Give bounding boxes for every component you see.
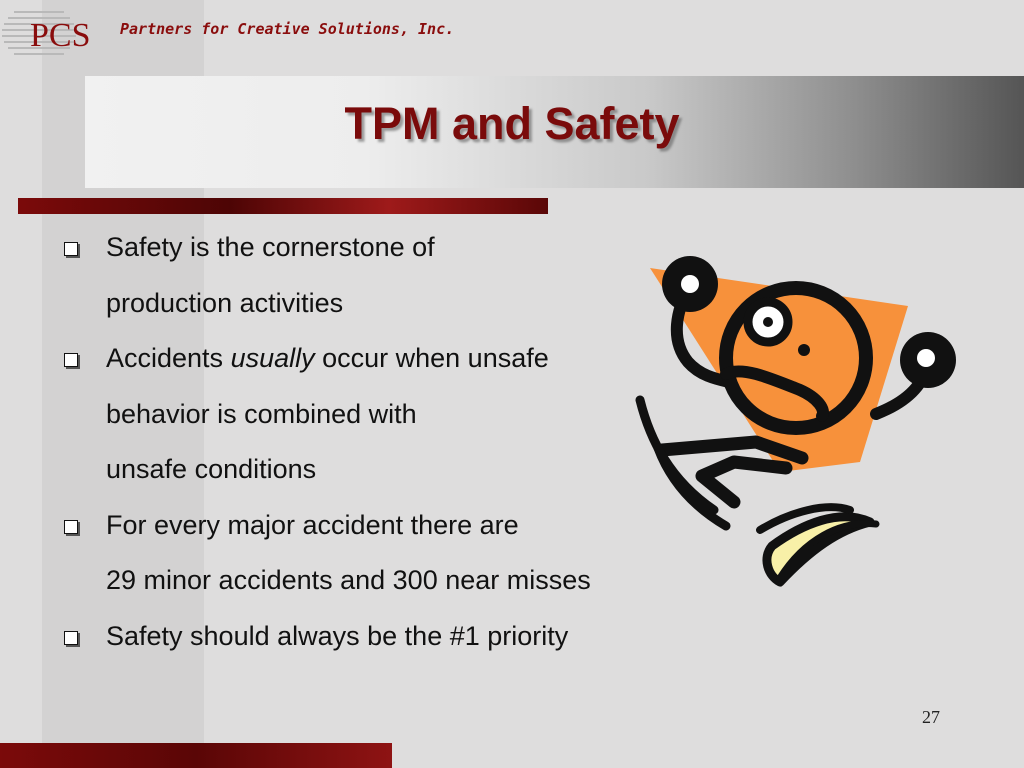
slipping-figure-clipart <box>630 240 960 600</box>
page-number: 27 <box>922 707 940 727</box>
footer-bar <box>0 743 392 768</box>
bullet-line: production activities <box>106 287 344 318</box>
bullet-line: For every major accident there are <box>106 509 519 540</box>
bullet-line: unsafe conditions <box>106 454 317 484</box>
bullet-line: 29 minor accidents and 300 near misses <box>106 565 591 595</box>
bullet-text: Accidents <box>106 343 231 373</box>
checkbox-square-icon <box>64 242 78 256</box>
bullet-text: occur when unsafe <box>314 343 549 373</box>
bullet-line: Safety should always be the #1 priority <box>106 620 569 651</box>
logo-text: PCS <box>30 17 91 54</box>
emphasis-text: usually <box>230 343 315 373</box>
pcs-logo <box>0 0 110 62</box>
checkbox-square-icon <box>64 520 78 534</box>
title-divider <box>18 198 548 214</box>
right-eye-dot <box>798 344 810 356</box>
bullet-line: Safety is the cornerstone of <box>106 232 435 262</box>
face <box>726 288 866 428</box>
bullet-item <box>62 609 742 665</box>
checkbox-square-icon <box>64 631 78 645</box>
slide-title: TPM and Safety <box>344 98 680 149</box>
company-name: Partners for Creative Solutions, Inc. <box>120 20 455 38</box>
bullet-line: behavior is combined with <box>106 398 417 429</box>
checkbox-square-icon <box>64 353 78 367</box>
slide-header <box>0 0 1024 62</box>
